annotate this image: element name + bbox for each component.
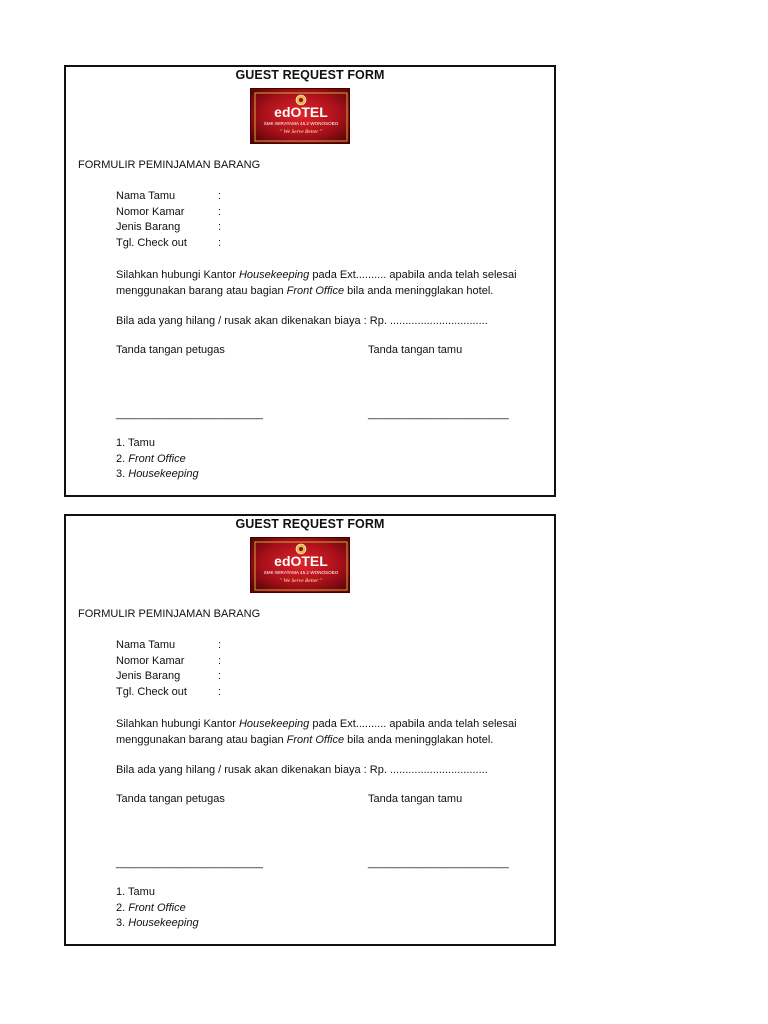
guest-fields [116,638,236,700]
list-item [116,885,199,901]
instruction-front-office: Front Office [286,734,345,746]
guest-fields [116,189,236,251]
field-item-type [116,220,236,236]
guest-request-form-2 [64,514,556,946]
list-text: Front Office [128,452,186,465]
guest-signature-line: _______________________ [368,857,509,869]
list-item [116,467,199,483]
copy-distribution-list [116,436,199,483]
field-label: Nama Tamu [116,639,176,651]
list-number: 2. [116,901,126,914]
edotel-logo [250,88,350,144]
logo-brand: edOTEL [274,553,328,569]
field-label: Jenis Barang [116,670,181,683]
instruction-paragraph [116,716,517,748]
charge-notice: Bila ada yang hilang / rusak akan dikenakan biaya : Rp. ................................ [116,764,488,776]
list-text: Tamu [128,437,155,449]
form-title: GUEST REQUEST FORM [235,517,385,531]
field-label: Nama Tamu [116,190,176,202]
field-colon: : [218,205,222,218]
form-subtitle: FORMULIR PEMINJAMAN BARANG [78,159,261,171]
instruction-paragraph [116,267,517,299]
list-item [116,916,199,932]
instruction-text: menggunakan barang atau bagian [116,734,287,746]
field-room-number [116,205,236,221]
staff-signature-label: Tanda tangan petugas [116,793,225,805]
instruction-text: pada Ext.......... apabila anda telah selesai [309,269,517,281]
instruction-housekeeping: Housekeeping [238,269,310,281]
instruction-text: menggunakan barang atau bagian [116,285,287,297]
field-label: Jenis Barang [116,221,181,234]
instruction-text: Silahkan hubungi Kantor [116,269,239,281]
list-number: 1. [116,886,126,898]
form-title: GUEST REQUEST FORM [235,68,385,82]
logo-school: SMK WIRATAMA 45.2 WONOSOBO [263,121,339,126]
guest-signature-label: Tanda tangan tamu [368,793,463,805]
field-colon: : [218,639,222,651]
instruction-text: bila anda meningglakan hotel. [344,285,494,297]
field-item-type [116,669,236,685]
copy-distribution-list [116,885,199,932]
field-checkout-date [116,236,236,252]
field-colon: : [218,221,222,234]
instruction-front-office: Front Office [286,285,345,297]
instruction-text: pada Ext.......... apabila anda telah selesai [309,718,517,730]
logo-brand: edOTEL [274,104,328,120]
list-number: 3. [116,917,126,930]
list-text: Front Office [128,901,186,914]
field-guest-name [116,189,236,205]
edotel-logo [250,537,350,593]
list-item [116,452,199,468]
field-label: Nomor Kamar [116,205,185,218]
field-room-number [116,654,236,670]
list-text: Housekeeping [128,468,199,481]
charge-notice: Bila ada yang hilang / rusak akan dikenakan biaya : Rp. ................................ [116,315,488,327]
field-colon: : [218,654,222,667]
logo-slogan: " We Serve Better " [279,578,323,584]
field-colon: : [218,670,222,683]
logo-school: SMK WIRATAMA 45.2 WONOSOBO [263,570,339,575]
guest-signature-line: _______________________ [368,408,509,420]
list-item [116,901,199,917]
staff-signature-label: Tanda tangan petugas [116,344,225,356]
field-label: Tgl. Check out [116,236,187,249]
instruction-text: bila anda meningglakan hotel. [344,734,494,746]
field-colon: : [218,190,222,202]
list-text: Tamu [128,886,155,898]
instruction-text: Silahkan hubungi Kantor [116,718,239,730]
list-number: 3. [116,468,126,481]
field-colon: : [218,236,222,249]
guest-request-form-1 [64,65,556,497]
list-text: Housekeeping [128,917,199,930]
list-item [116,436,199,452]
field-label: Nomor Kamar [116,654,185,667]
field-guest-name [116,638,236,654]
list-number: 2. [116,452,126,465]
staff-signature-line: ________________________ [116,857,263,869]
field-label: Tgl. Check out [116,685,187,698]
form-subtitle: FORMULIR PEMINJAMAN BARANG [78,608,261,620]
list-number: 1. [116,437,126,449]
field-colon: : [218,685,222,698]
field-checkout-date [116,685,236,701]
guest-signature-label: Tanda tangan tamu [368,344,463,356]
staff-signature-line: ________________________ [116,408,263,420]
logo-slogan: " We Serve Better " [279,129,323,135]
instruction-housekeeping: Housekeeping [238,718,310,730]
